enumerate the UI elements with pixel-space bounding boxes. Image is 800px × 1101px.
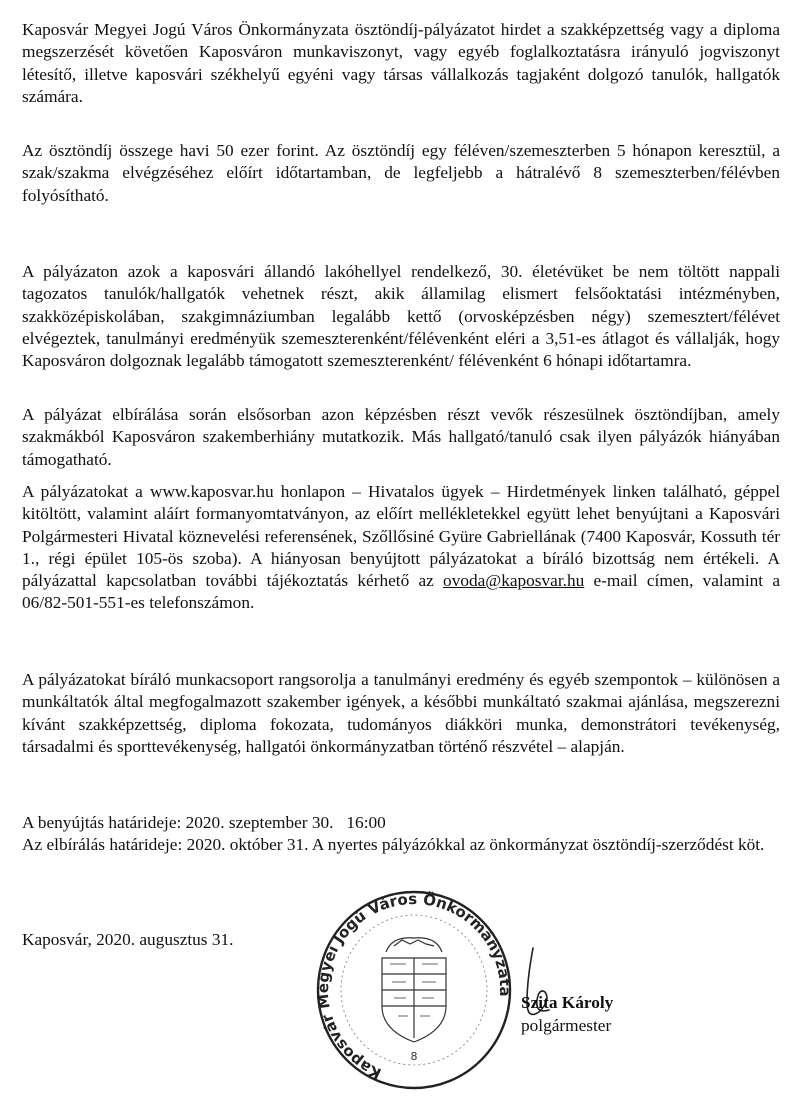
paragraph-intro: Kaposvár Megyei Jogú Város Önkormányzata ösztöndíj-pályázatot hirdet a szakképzettség vagy a diploma megszerzését követően Kaposváron munkaviszonyt, vagy egyéb foglalkoztatásra irányuló jogviszonyt létesítő, illetve kaposvári székhelyű egyéni vagy társas vállalkozás tagjaként dolgozó tanulók, hallgatók számára. bbox=[22, 20, 780, 106]
email-link[interactable]: ovoda@kaposvar.hu bbox=[443, 571, 585, 591]
signer-title: polgármester bbox=[521, 1016, 612, 1035]
official-seal bbox=[314, 888, 514, 1093]
seal-number: 8 bbox=[410, 1050, 418, 1063]
deadline-decision: Az elbírálás határideje: 2020. október 31. A nyertes pályázókkal az önkormányzat ösztöndíj-szerződést köt. bbox=[22, 835, 765, 854]
place-and-date: Kaposvár, 2020. augusztus 31. bbox=[22, 930, 234, 949]
coat-of-arms-icon bbox=[382, 938, 446, 1042]
paragraph-amount: Az ösztöndíj összege havi 50 ezer forint. Az ösztöndíj egy féléven/szemeszterben 5 hónapon keresztül, a szak/szakma elvégzéséhez előírt időtartamban, de legfeljebb a hátralévő 8 szemeszterben/félévben folyósítható. bbox=[22, 141, 780, 205]
seal-text-path: Kaposvár Megyei Jogú Város Önkormányzata bbox=[314, 889, 514, 1083]
paragraph-submission bbox=[22, 481, 780, 615]
paragraph-ranking: A pályázatokat bíráló munkacsoport rangsorolja a tanulmányi eredmény és egyéb szempontok – különösen a munkáltatók által megfogalmazott szakember igények, a későbbi munkáltató szakmai ajánlása, megszerezni kívánt szakképzettség, diploma fokozata, tudományos diákköri munka, demonstrátori tevékenység, társadalmi és sporttevékenység, hallgatói önkormányzatban történő részvétel – alapján. bbox=[22, 670, 780, 756]
submission-tail: e-mail címen, valamint a 06/82-501-551-es telefonszámon. bbox=[22, 571, 781, 613]
signer-name: Szita Károly bbox=[521, 993, 614, 1012]
paragraph-priority: A pályázat elbírálása során elsősorban azon képzésben részt vevők részesülnek ösztöndíjban, amely szakmákból Kaposváron szakemberhiány mutatkozik. Más hallgató/tanuló csak ilyen pályázók hiányában támogatható. bbox=[22, 405, 780, 469]
deadline-submission: A benyújtás határideje: 2020. szeptember 30. 16:00 bbox=[22, 813, 386, 832]
submission-text: A pályázatokat a www.kaposvar.hu honlapon – Hivatalos ügyek – Hirdetmények linken található, géppel kitöltött, valamint aláírt formanyomtatványon, az előírt mellékletekkel együtt lehet benyújtani a Kaposvári Polgármesteri Hivatal köznevelési referensének, Szőllősiné Gyüre Gabriellának (7400 Kaposvár, Kossuth tér 1., régi épület 105-ös szoba). A hiányosan benyújtott pályázatokat a bíráló bizottság nem értékeli. A pályázattal kapcsolatban további tájékoztatás kérhető az bbox=[22, 482, 780, 591]
paragraph-eligibility: A pályázaton azok a kaposvári állandó lakóhellyel rendelkező, 30. életévüket be nem töltött nappali tagozatos tanulók/hallgatók vehetnek részt, akik államilag elismert felsőoktatási intézményben, szakközépiskolában, szakgimnáziumban legalább kettő (orvosképzésben négy) szemesztert/félévet elvégeztek, tanulmányi eredményük szemeszterenként/félévenként eléri a 3,51-es átlagot és vállalják, hogy Kaposváron dolgoznak legalább támogatott szemeszterenként/ félévenként 6 hónapi időtartamra. bbox=[22, 262, 780, 371]
